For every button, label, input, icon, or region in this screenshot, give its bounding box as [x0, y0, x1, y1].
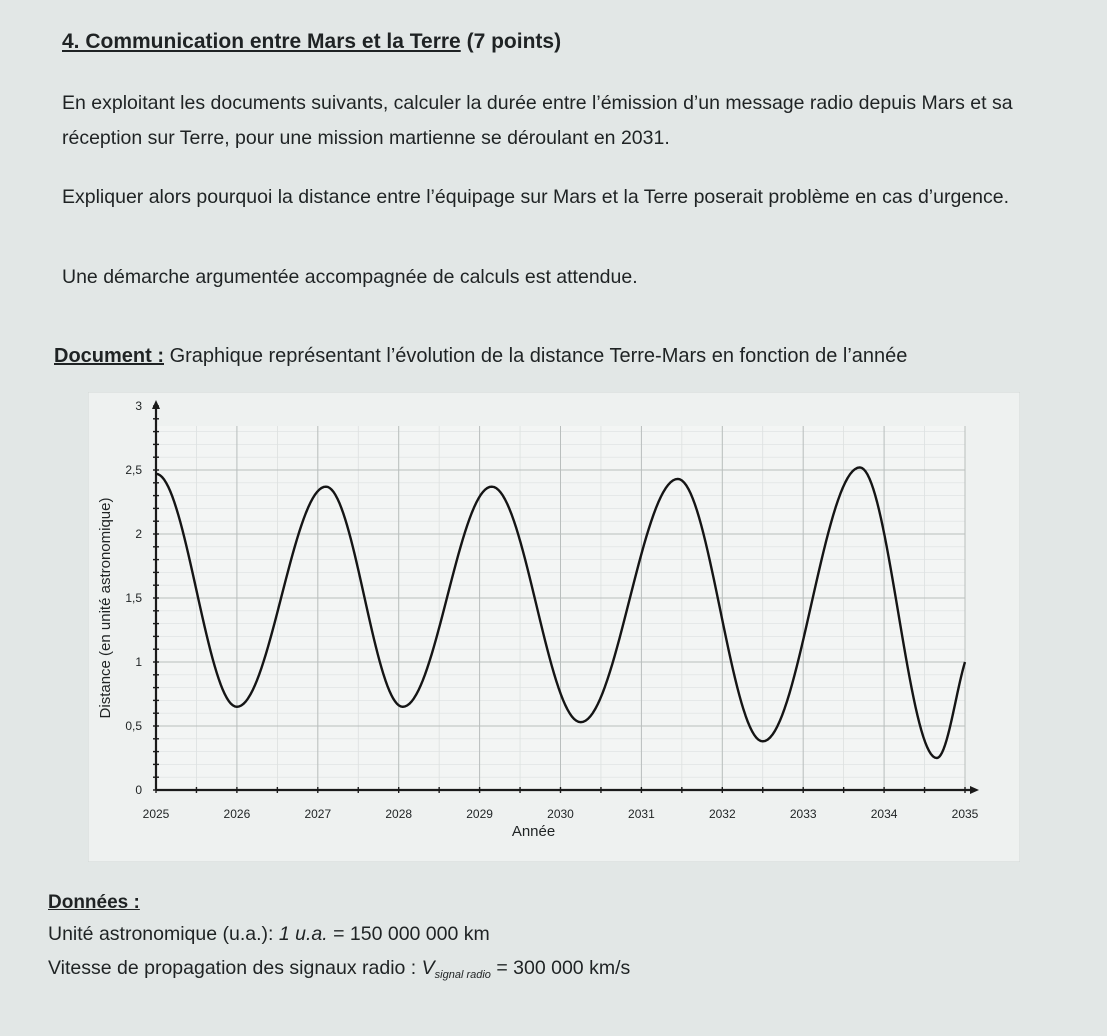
instruction-paragraph-3: Une démarche argumentée accompagnée de calculs est attendue. — [62, 266, 638, 288]
x-tick-label: 2025 — [142, 807, 170, 821]
x-tick-label: 2029 — [466, 807, 493, 821]
ua-value-prefix: 1 u.a. — [278, 923, 328, 945]
y-tick-label: 3 — [135, 399, 142, 413]
y-tick-label: 2,5 — [125, 463, 142, 477]
instruction-paragraph-2: Expliquer alors pourquoi la distance entre l’équipage sur Mars et la Terre poserait problème en cas d’urgence. — [62, 186, 1010, 208]
y-tick-label: 2 — [135, 527, 142, 541]
document-label: Document : — [54, 345, 164, 367]
exercise-title-points: (7 points) — [466, 30, 562, 53]
y-tick-label: 0 — [135, 783, 142, 797]
speed-label: Vitesse de propagation des signaux radio : — [48, 957, 417, 979]
ua-label: Unité astronomique (u.a.): — [48, 923, 274, 945]
y-tick-label: 1 — [135, 655, 142, 669]
y-tick-label: 1,5 — [125, 591, 142, 605]
speed-symbol: V — [421, 957, 435, 979]
x-tick-label: 2034 — [870, 807, 898, 821]
instruction-paragraph-1: En exploitant les documents suivants, calculer la durée entre l’émission d’un message radio depuis Mars et sa réception sur Terre, pour une mission martienne se déroulant en 2031. — [62, 92, 1013, 149]
x-axis-label: Année — [511, 823, 556, 840]
speed-subscript: signal radio — [434, 969, 491, 981]
document-caption-text: Graphique représentant l’évolution de la distance Terre-Mars en fonction de l’année — [169, 345, 908, 367]
donnees-heading: Données : — [48, 892, 140, 913]
document-caption — [54, 345, 907, 368]
x-tick-label: 2027 — [304, 807, 332, 821]
ua-definition — [48, 917, 630, 951]
x-tick-label: 2035 — [951, 807, 979, 821]
exercise-title-main: 4. Communication entre Mars et la Terre — [62, 30, 461, 53]
y-tick-label: 0,5 — [125, 719, 142, 733]
speed-value: = 300 000 km/s — [496, 957, 631, 979]
x-tick-label: 2033 — [789, 807, 817, 821]
speed-definition — [48, 951, 630, 992]
x-tick-label: 2026 — [223, 807, 251, 821]
distance-chart-svg — [88, 392, 1020, 862]
y-axis-label: Distance (en unité astronomique) — [97, 497, 114, 719]
distance-chart — [88, 392, 1020, 862]
ua-value: = 150 000 000 km — [333, 923, 490, 945]
x-tick-label: 2031 — [628, 807, 655, 821]
x-tick-label: 2028 — [385, 807, 413, 821]
exercise-title — [62, 30, 561, 54]
x-tick-label: 2032 — [708, 807, 736, 821]
donnees-section — [48, 892, 630, 992]
x-tick-label: 2030 — [547, 807, 574, 821]
